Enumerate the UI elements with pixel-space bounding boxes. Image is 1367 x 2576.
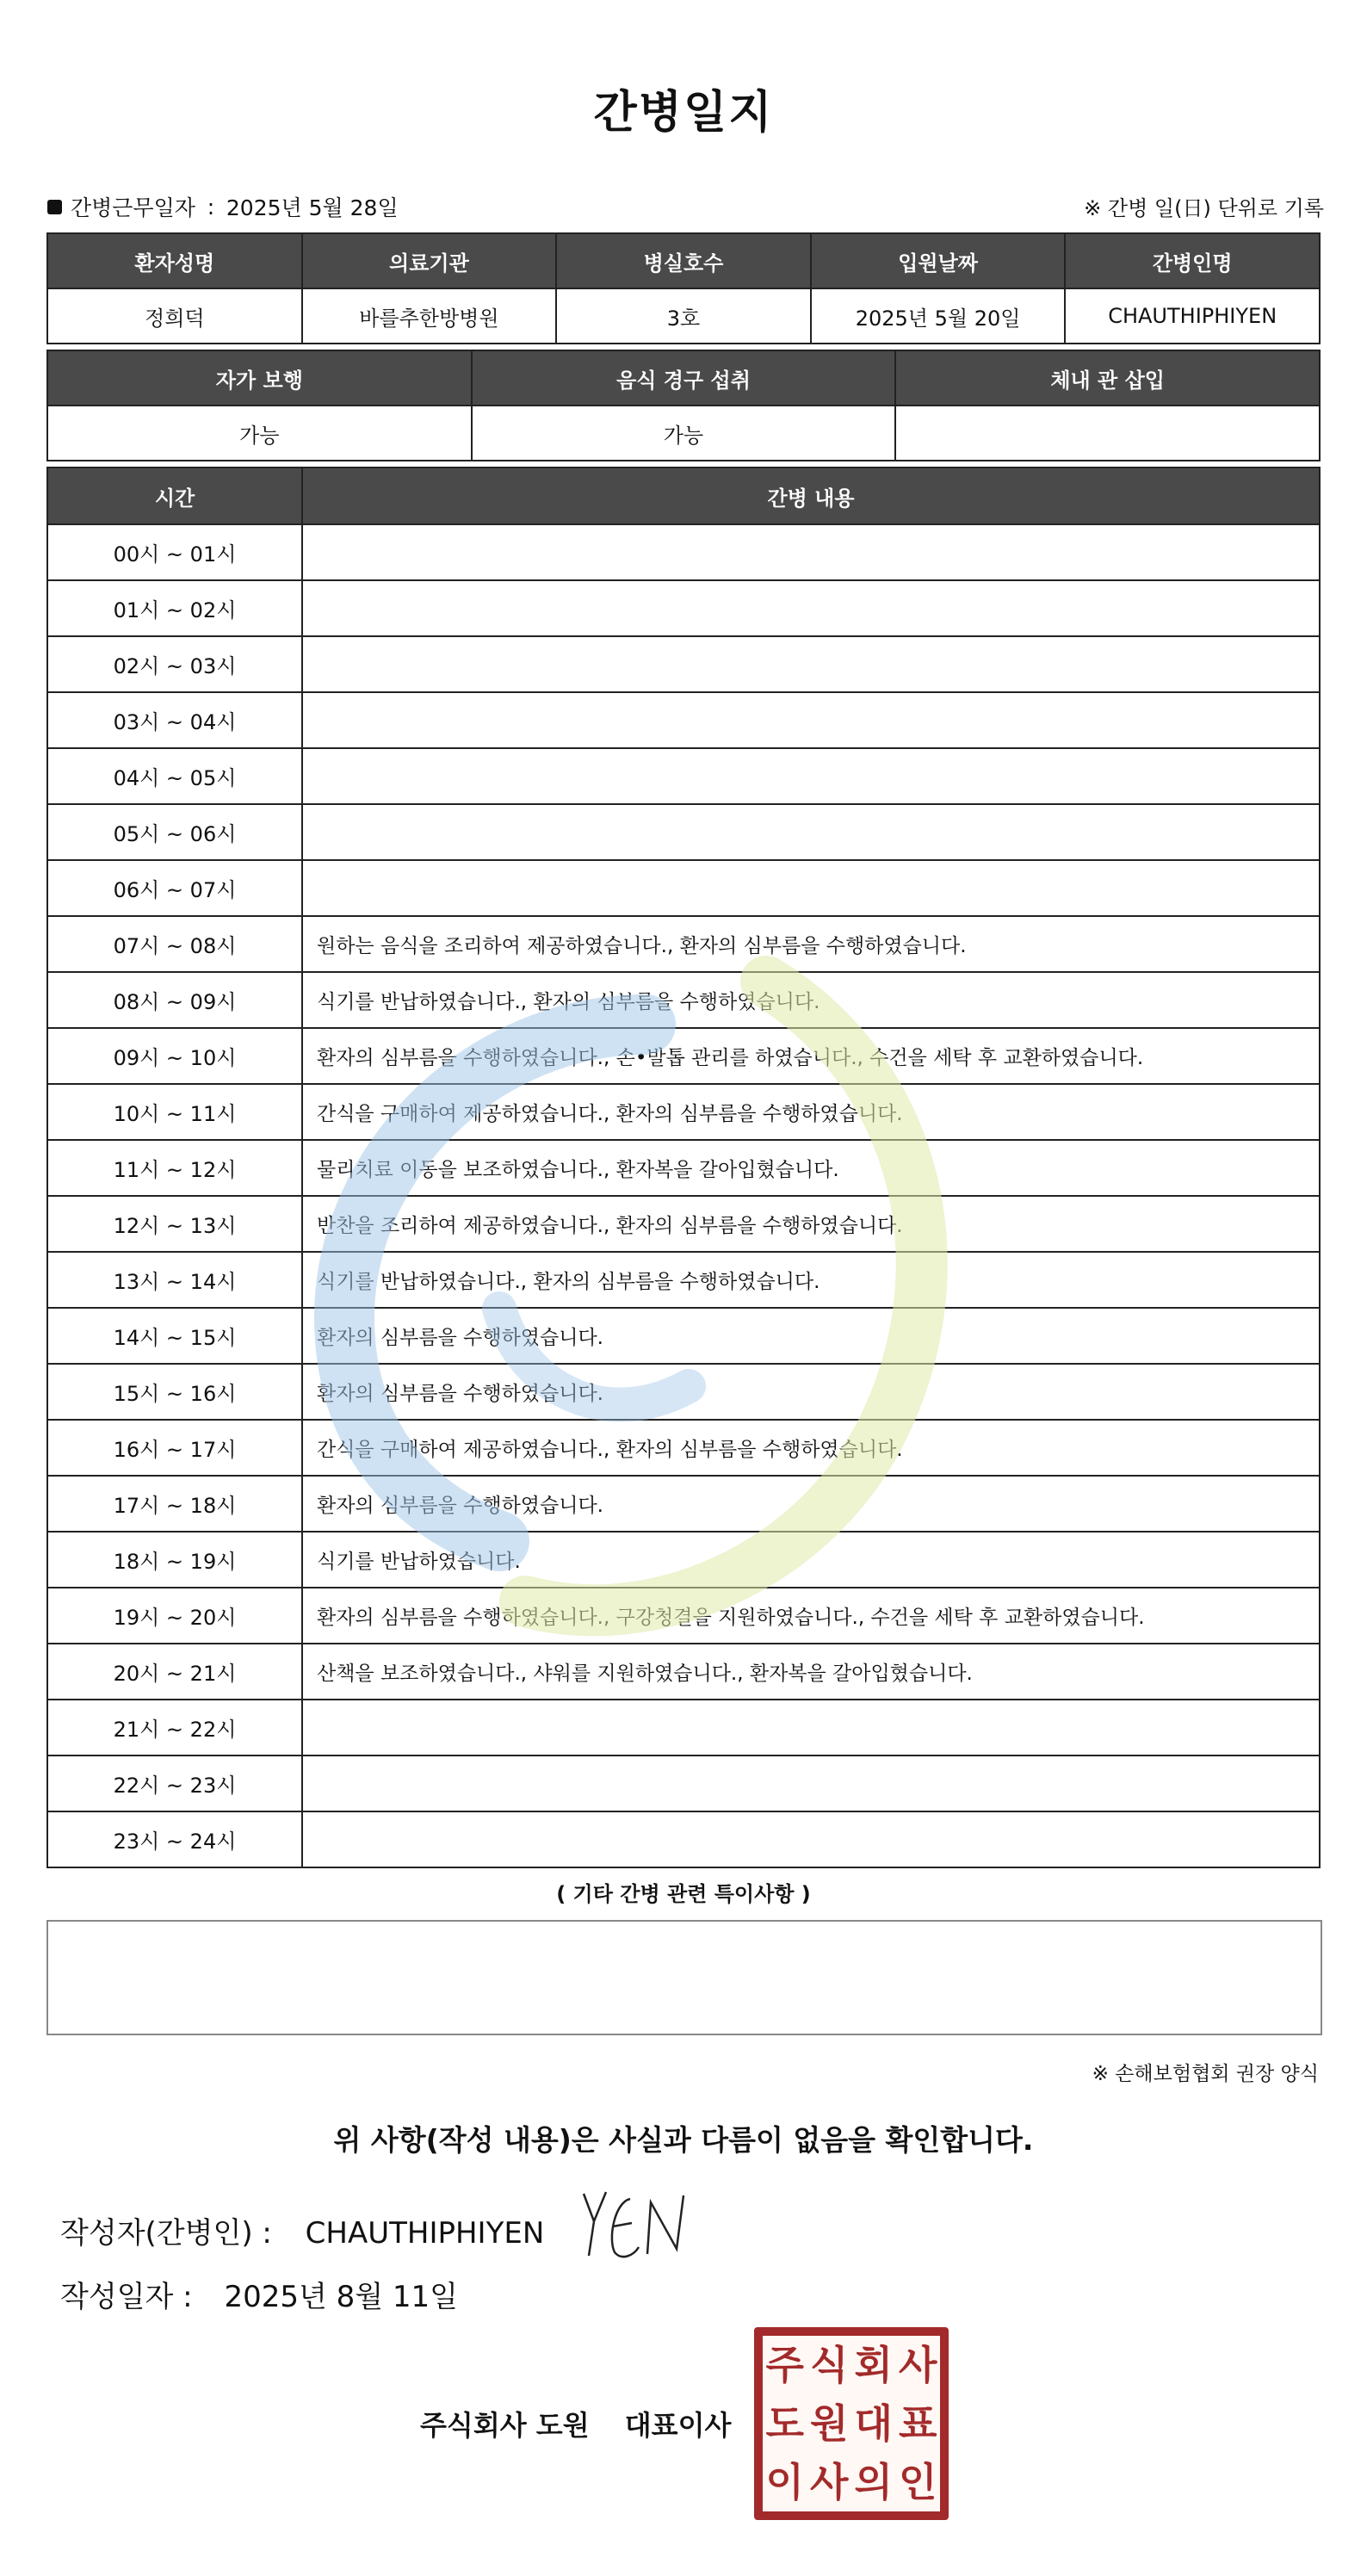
seal-char: 표 (899, 2400, 937, 2447)
table-row (47, 1140, 1320, 1196)
patient-info-table (46, 232, 1321, 344)
care-content (302, 580, 1320, 636)
care-content (302, 524, 1320, 580)
table-row (47, 1196, 1320, 1252)
header-oral-intake: 음식 경구 섭취 (472, 350, 896, 406)
insurance-note: ※ 손해보험협회 권장 양식 (1092, 2063, 1319, 2085)
care-content (302, 1700, 1320, 1756)
care-content (302, 804, 1320, 860)
square-bullet-icon (47, 200, 62, 214)
time-slot: 01시 ~ 02시 (47, 580, 302, 636)
work-date-separator: : (207, 194, 215, 220)
table-row (47, 580, 1320, 636)
table-row (47, 1364, 1320, 1420)
table-row (47, 1476, 1320, 1532)
care-content: 간식을 구매하여 제공하였습니다., 환자의 심부름을 수행하였습니다. (302, 1420, 1320, 1476)
admission-date: 2025년 5월 20일 (811, 288, 1066, 344)
patient-status-table (46, 350, 1321, 461)
writer-label: 작성자(간병인) : (60, 2216, 272, 2251)
table-row (47, 860, 1320, 916)
care-content (302, 1811, 1320, 1867)
care-content: 식기를 반납하였습니다., 환자의 심부름을 수행하였습니다. (302, 972, 1320, 1028)
care-content (302, 748, 1320, 804)
table-row (47, 1308, 1320, 1364)
special-notes-title: ( 기타 간병 관련 특이사항 ) (556, 1882, 811, 1906)
time-slot: 12시 ~ 13시 (47, 1196, 302, 1252)
page-title: 간병일지 (593, 87, 774, 139)
seal-char: 주 (765, 2342, 804, 2388)
time-slot: 20시 ~ 21시 (47, 1644, 302, 1700)
seal-characters (763, 2336, 940, 2511)
table-row (47, 1644, 1320, 1700)
time-slot: 03시 ~ 04시 (47, 692, 302, 748)
care-content: 간식을 구매하여 제공하였습니다., 환자의 심부름을 수행하였습니다. (302, 1084, 1320, 1140)
time-slot: 02시 ~ 03시 (47, 636, 302, 692)
company-ceo-title: 대표이사 (624, 2409, 732, 2442)
write-date-line (60, 2273, 458, 2315)
room-number: 3호 (556, 288, 811, 344)
table-row (47, 972, 1320, 1028)
handwritten-signature (577, 2187, 697, 2264)
header-room: 병실호수 (556, 233, 811, 288)
special-notes-box (46, 1920, 1322, 2035)
care-content: 환자의 심부름을 수행하였습니다., 손•발톱 관리를 하였습니다., 수건을 세탁 후 교환하였습니다. (302, 1028, 1320, 1084)
header-patient-name: 환자성명 (47, 233, 302, 288)
table-row (47, 524, 1320, 580)
table-row (47, 1420, 1320, 1476)
time-slot: 11시 ~ 12시 (47, 1140, 302, 1196)
tube-status (895, 406, 1320, 461)
care-content: 물리치료 이동을 보조하였습니다., 환자복을 갈아입혔습니다. (302, 1140, 1320, 1196)
table-row (47, 804, 1320, 860)
table-row (47, 1084, 1320, 1140)
write-date-value: 2025년 8월 11일 (224, 2280, 459, 2314)
table-row (47, 1756, 1320, 1811)
care-content (302, 636, 1320, 692)
time-slot: 15시 ~ 16시 (47, 1364, 302, 1420)
writer-line (60, 2209, 544, 2251)
table-row (47, 692, 1320, 748)
unit-note: ※ 간병 일(日) 단위로 기록 (1084, 196, 1324, 220)
time-slot: 08시 ~ 09시 (47, 972, 302, 1028)
care-content (302, 1756, 1320, 1811)
table-row (47, 916, 1320, 972)
time-slot: 13시 ~ 14시 (47, 1252, 302, 1308)
time-slot: 17시 ~ 18시 (47, 1476, 302, 1532)
time-slot: 06시 ~ 07시 (47, 860, 302, 916)
seal-char: 사 (810, 2459, 849, 2505)
seal-char: 대 (854, 2400, 893, 2447)
care-content: 식기를 반납하였습니다. (302, 1532, 1320, 1588)
header-admission-date: 입원날짜 (811, 233, 1066, 288)
time-slot: 23시 ~ 24시 (47, 1811, 302, 1867)
work-date-value: 2025년 5월 28일 (226, 195, 399, 220)
work-date (47, 191, 399, 222)
table-row (47, 1811, 1320, 1867)
header-tube: 체내 관 삽입 (895, 350, 1320, 406)
time-slot: 07시 ~ 08시 (47, 916, 302, 972)
table-row (47, 1028, 1320, 1084)
table-row (47, 636, 1320, 692)
time-slot: 21시 ~ 22시 (47, 1700, 302, 1756)
time-slot: 05시 ~ 06시 (47, 804, 302, 860)
work-date-label: 간병근무일자 (71, 195, 195, 220)
confirmation-statement: 위 사항(작성 내용)은 사실과 다름이 없음을 확인합니다. (333, 2123, 1034, 2157)
patient-name: 정희덕 (47, 288, 302, 344)
header-hospital: 의료기관 (302, 233, 557, 288)
care-content: 원하는 음식을 조리하여 제공하였습니다., 환자의 심부름을 수행하였습니다. (302, 916, 1320, 972)
table-row (47, 748, 1320, 804)
time-slot: 09시 ~ 10시 (47, 1028, 302, 1084)
table-row (47, 1532, 1320, 1588)
care-content: 환자의 심부름을 수행하였습니다. (302, 1476, 1320, 1532)
care-content: 환자의 심부름을 수행하였습니다. (302, 1308, 1320, 1364)
write-date-label: 작성일자 : (60, 2280, 193, 2314)
company-line (420, 2404, 731, 2443)
seal-char: 원 (810, 2400, 849, 2447)
seal-char: 사 (899, 2342, 937, 2388)
seal-char: 인 (899, 2459, 937, 2505)
care-log-table (46, 467, 1321, 1868)
care-content: 산책을 보조하였습니다., 샤워를 지원하였습니다., 환자복을 갈아입혔습니다. (302, 1644, 1320, 1700)
caregiver-name: CHAUTHIPHIYEN (1065, 288, 1320, 344)
header-time: 시간 (47, 468, 302, 524)
table-row (47, 1252, 1320, 1308)
header-caregiver: 간병인명 (1065, 233, 1320, 288)
hospital-name: 바를추한방병원 (302, 288, 557, 344)
seal-char: 의 (854, 2459, 893, 2505)
care-content: 환자의 심부름을 수행하였습니다. (302, 1364, 1320, 1420)
time-slot: 16시 ~ 17시 (47, 1420, 302, 1476)
header-care-content: 간병 내용 (302, 468, 1320, 524)
company-seal-stamp (754, 2327, 949, 2520)
time-slot: 10시 ~ 11시 (47, 1084, 302, 1140)
walking-status: 가능 (47, 406, 472, 461)
table-row (47, 1700, 1320, 1756)
seal-char: 도 (765, 2400, 804, 2447)
oral-intake-status: 가능 (472, 406, 896, 461)
care-content (302, 692, 1320, 748)
time-slot: 19시 ~ 20시 (47, 1588, 302, 1644)
seal-char: 식 (810, 2342, 849, 2388)
writer-name: CHAUTHIPHIYEN (305, 2216, 545, 2251)
seal-char: 이 (765, 2459, 804, 2505)
company-name: 주식회사 도원 (420, 2409, 590, 2442)
care-content: 환자의 심부름을 수행하였습니다., 구강청결을 지원하였습니다., 수건을 세탁 후 교환하였습니다. (302, 1588, 1320, 1644)
time-slot: 04시 ~ 05시 (47, 748, 302, 804)
time-slot: 14시 ~ 15시 (47, 1308, 302, 1364)
table-row (47, 1588, 1320, 1644)
care-content: 반찬을 조리하여 제공하였습니다., 환자의 심부름을 수행하였습니다. (302, 1196, 1320, 1252)
time-slot: 18시 ~ 19시 (47, 1532, 302, 1588)
care-content (302, 860, 1320, 916)
seal-char: 회 (854, 2342, 893, 2388)
care-content: 식기를 반납하였습니다., 환자의 심부름을 수행하였습니다. (302, 1252, 1320, 1308)
header-walking: 자가 보행 (47, 350, 472, 406)
time-slot: 22시 ~ 23시 (47, 1756, 302, 1811)
time-slot: 00시 ~ 01시 (47, 524, 302, 580)
